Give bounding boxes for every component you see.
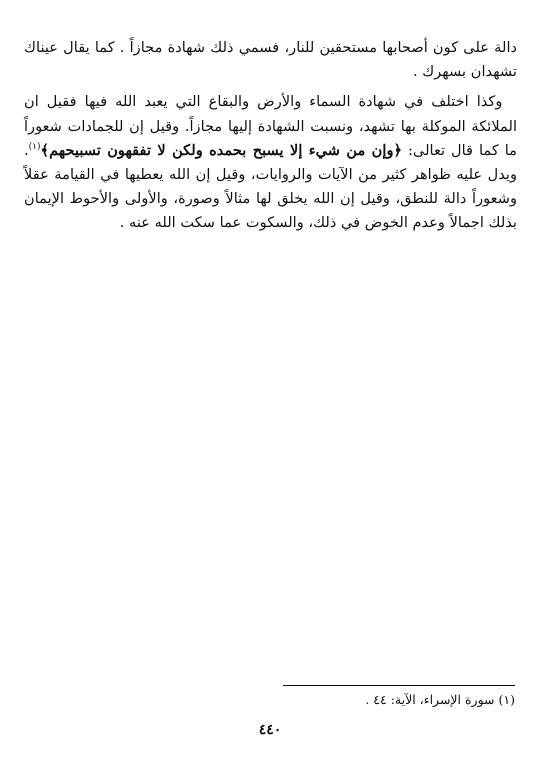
paragraph-1-line-2: تشهدان بسهرك . xyxy=(412,63,517,81)
page-number: ٤٤٠ xyxy=(258,722,282,738)
paragraph-1 xyxy=(24,36,517,84)
footnote-divider xyxy=(283,685,515,686)
footnote-number: (١) xyxy=(498,692,515,707)
paragraph-2-part-2: . ويدل عليه ظواهر كثير من الآيات والروايات، وقيل إن الله يعطيها في القيامة عقلاً وشعوراً دالة للنطق، وقيل إن الله يخلق لها مثالاً وصورة، والأولى والأحوط الإيمان بذلك اجمالاً وعدم الخوض في ذلك، والسكوت عما سكت الله عنه . xyxy=(24,141,517,232)
main-text xyxy=(24,36,517,236)
paragraph-2 xyxy=(24,90,517,235)
paragraph-2-part-1: وكذا اختلف في شهادة السماء والأرض والبقاع التي يعبد الله فيها فقيل ان الملائكة الموكلة بها تشهد، ونسبت الشهادة إليها مجازاً. وقيل إن للجمادات شعوراً ما كما قال تعالى: xyxy=(24,93,517,159)
paragraph-1-line-1: دالة على كون أصحابها مستحقين للنار، فسمي ذلك شهادة مجازاً . كما يقال عيناك xyxy=(24,39,517,56)
quran-verse: ﴿وإن من شيء إلا يسبح بحمده ولكن لا تفقهون تسبيحهم﴾ xyxy=(40,141,403,159)
footnote-reference[interactable]: (١) xyxy=(28,141,41,152)
footnote xyxy=(283,690,515,710)
footnote-text: سورة الإسراء، الآية: ٤٤ . xyxy=(365,692,495,707)
